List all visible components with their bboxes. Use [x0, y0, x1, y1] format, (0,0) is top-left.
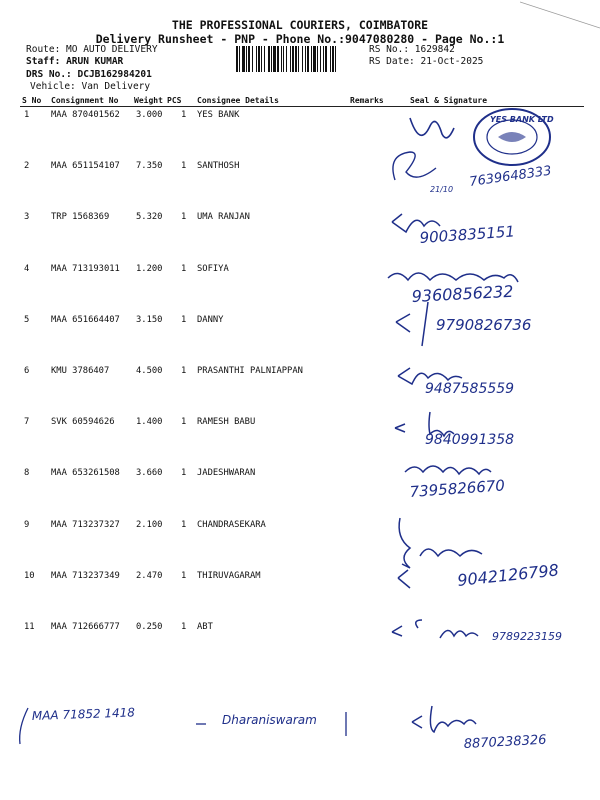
row-consignee: ABT	[197, 622, 213, 632]
row-sno: 2	[24, 161, 30, 171]
row-consignment: MAA 651154107	[51, 161, 120, 171]
row-consignee: JADESHWARAN	[197, 468, 256, 478]
row-pcs: 1	[181, 315, 187, 325]
bottom-signature	[412, 706, 476, 732]
row-consignment: MAA 713237327	[51, 520, 120, 530]
row7-phone: 9840991358	[425, 432, 515, 448]
row5-phone: 9790826736	[436, 316, 532, 334]
row-pcs: 1	[181, 417, 187, 427]
col-consignee: Consignee Details	[197, 96, 279, 105]
signature-row4	[388, 273, 518, 282]
page-fold-mark	[520, 0, 600, 30]
rs-date: RS Date: 21-Oct-2025	[369, 56, 484, 67]
row-weight: 3.660	[136, 468, 163, 478]
staff-label: Staff:	[26, 56, 61, 67]
row-consignee: UMA RANJAN	[197, 212, 250, 222]
row2-date: 21/10	[430, 185, 454, 194]
bottom-name: Dharaniswaram	[222, 713, 317, 727]
row-sno: 9	[24, 520, 30, 530]
row-weight: 1.200	[136, 264, 163, 274]
row10-phone: 9042126798	[456, 560, 560, 590]
route-text: Route: MO AUTO DELIVERY	[26, 44, 158, 55]
row6-phone: 9487585559	[425, 381, 515, 397]
row-pcs: 1	[181, 264, 187, 274]
row-sno: 7	[24, 417, 30, 427]
yes-bank-stamp	[474, 109, 554, 165]
row11-phone: 9789223159	[492, 630, 562, 643]
rs-number: RS No.: 1629842	[369, 44, 455, 55]
row-sno: 8	[24, 468, 30, 478]
signature-row11	[392, 620, 478, 638]
row-weight: 4.500	[136, 366, 163, 376]
row-consignee: CHANDRASEKARA	[197, 520, 266, 530]
row-pcs: 1	[181, 571, 187, 581]
row-consignment: MAA 713193011	[51, 264, 120, 274]
col-sno: S No	[22, 96, 42, 105]
signature-row9	[399, 518, 482, 568]
drs-number: DCJB162984201	[77, 69, 152, 80]
row-sno: 1	[24, 110, 30, 120]
row-pcs: 1	[181, 161, 187, 171]
drs-label: DRS No.:	[26, 69, 72, 80]
signature-row2	[393, 152, 436, 180]
signature-row1	[410, 118, 454, 138]
row-sno: 10	[24, 571, 35, 581]
row-consignment: SVK 60594626	[51, 417, 115, 427]
bottom-consignment: MAA 71852 1418	[31, 705, 136, 723]
col-pcs: PCS	[167, 96, 182, 105]
row3-phone: 9003835151	[419, 222, 516, 247]
signature-row10	[398, 570, 410, 588]
document-title: THE PROFESSIONAL COURIERS, COIMBATORE	[171, 18, 429, 32]
row-pcs: 1	[181, 212, 187, 222]
row-consignee: YES BANK	[197, 110, 240, 120]
row-consignee: RAMESH BABU	[197, 417, 256, 427]
row-weight: 5.320	[136, 212, 163, 222]
staff-name: ARUN KUMAR	[66, 56, 124, 67]
col-consignment: Consignment No	[51, 96, 119, 105]
row-consignee: SANTHOSH	[197, 161, 240, 171]
row-weight: 1.400	[136, 417, 163, 427]
row-consignee: DANNY	[197, 315, 224, 325]
row-consignment: MAA 712666777	[51, 622, 120, 632]
row-consignment: TRP 1568369	[51, 212, 110, 222]
row-sno: 6	[24, 366, 30, 376]
row-pcs: 1	[181, 468, 187, 478]
row4-phone: 9360856232	[411, 281, 514, 306]
row-sno: 11	[24, 622, 35, 632]
row-pcs: 1	[181, 622, 187, 632]
row-weight: 7.350	[136, 161, 163, 171]
row-consignment: MAA 870401562	[51, 110, 120, 120]
row-consignee: PRASANTHI PALNIAPPAN	[197, 366, 303, 376]
row-sno: 3	[24, 212, 30, 222]
row-weight: 3.150	[136, 315, 163, 325]
row-weight: 2.100	[136, 520, 163, 530]
row-sno: 4	[24, 264, 30, 274]
row-consignment: MAA 651664407	[51, 315, 120, 325]
signature-row8	[405, 466, 491, 474]
col-weight: Weight	[134, 96, 163, 105]
row-consignment: KMU 3786407	[51, 366, 110, 376]
row-weight: 0.250	[136, 622, 163, 632]
col-remarks: Remarks	[350, 96, 384, 105]
row-consignment: MAA 713237349	[51, 571, 120, 581]
row2-phone: 7639648333	[468, 163, 553, 190]
vehicle-text: Vehicle: Van Delivery	[30, 81, 151, 92]
signature-row5	[396, 302, 428, 346]
row-sno: 5	[24, 315, 30, 325]
bottom-phone: 8870238326	[463, 732, 547, 752]
stamp-text: YES BANK LTD	[490, 115, 554, 124]
row-consignee: SOFIYA	[197, 264, 229, 274]
row-consignment: MAA 653261508	[51, 468, 120, 478]
row-weight: 3.000	[136, 110, 163, 120]
row8-phone: 7395826670	[409, 476, 506, 501]
col-seal-signature: Seal & Signature	[410, 96, 488, 105]
row-pcs: 1	[181, 520, 187, 530]
row-pcs: 1	[181, 110, 187, 120]
row-pcs: 1	[181, 366, 187, 376]
document-subtitle: Delivery Runsheet - PNP - Phone No.:9047080280 - Page No.:1	[95, 32, 505, 46]
bottom-bracket-left	[20, 708, 28, 744]
row-weight: 2.470	[136, 571, 163, 581]
row-consignee: THIRUVAGARAM	[197, 571, 261, 581]
